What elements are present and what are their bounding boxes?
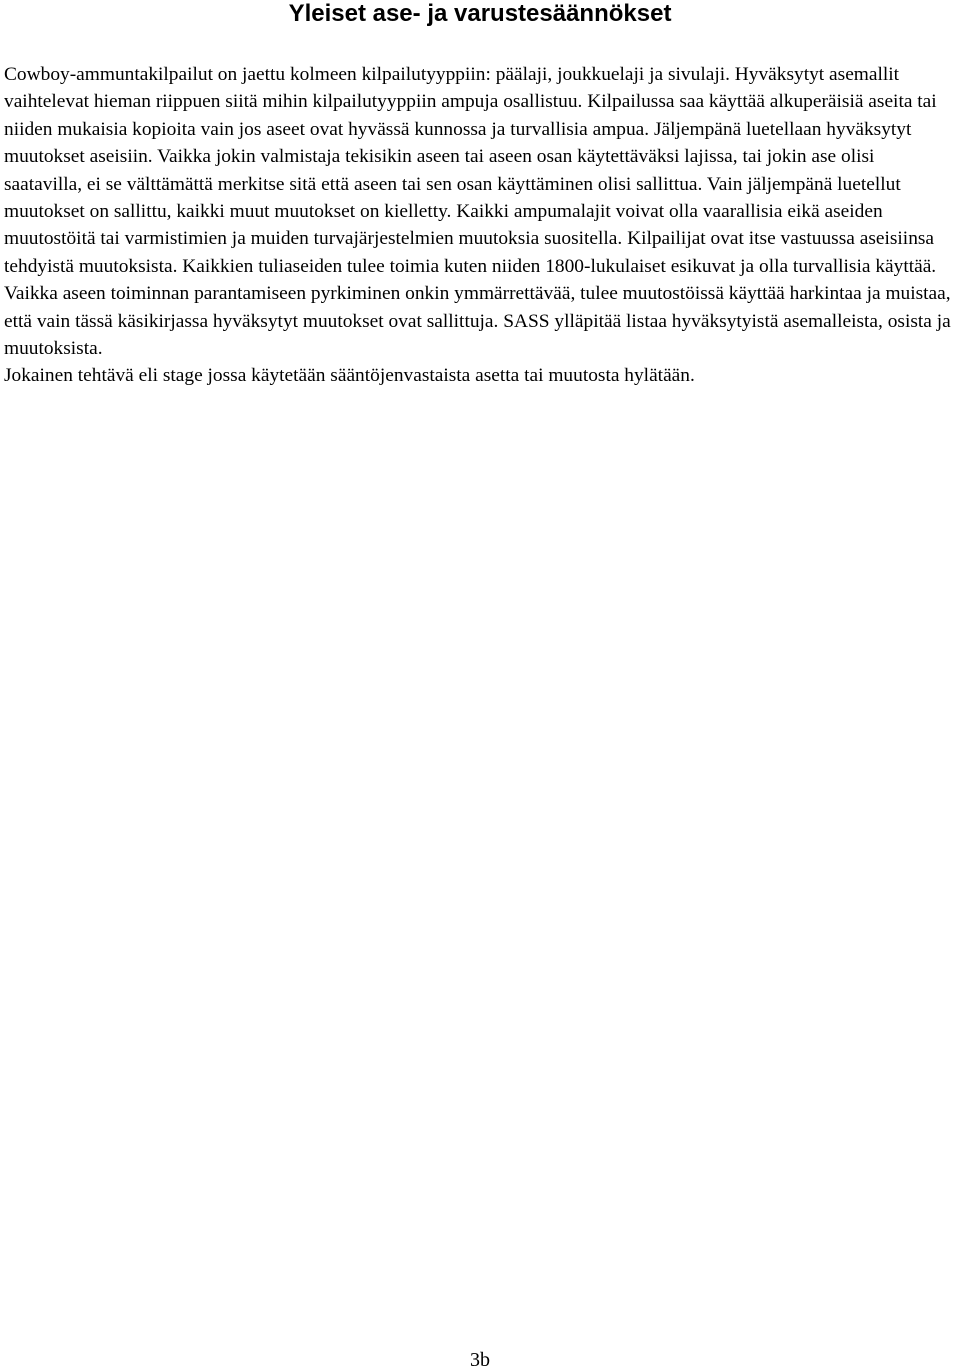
paragraph-disqualification: Jokainen tehtävä eli stage jossa käytetään sääntöjenvastaista asetta tai muutosta hylätään. <box>4 365 695 387</box>
paragraph-modifications: Vaikka aseen toiminnan parantamiseen pyrkiminen onkin ymmärrettävää, tulee muutostöissä käyttää harkintaa ja muistaa, että vain tässä käsikirjassa hyväksytyt muutokset ovat sallittuja. SASS ylläpitää listaa hyväksytyistä asemalleista, osista ja muutoksista. <box>4 283 951 360</box>
paragraph-competition-rules: Cowboy-ammuntakilpailut on jaettu kolmeen kilpailutyyppiin: päälaji, joukkuelaji ja sivulaji. Hyväksytyt asemallit vaihtelevat hieman riippuen siitä mihin kilpailutyyppiin ampuja osallistuu. Kilpailussa saa käyttää alkuperäisiä aseita tai niiden mukaisia kopioita vain jos aseet ovat hyvässä kunnossa ja turvallisia ampua. Jäljempänä luetellaan hyväksytyt muutokset aseisiin. Vaikka jokin valmistaja tekisikin aseen tai aseen osan käytettäväksi lajissa, tai jokin ase olisi saatavilla, ei se välttämättä merkitse sitä että aseen tai sen osan käyttäminen olisi sallittua. Vain jäljempänä luetellut muutokset on sallittu, kaikki muut muutokset on kielletty. Kaikki ampumalajit voivat olla vaarallisia eikä aseiden muutostöitä tai varmistimien ja muiden turvajärjestelmien muutoksia suositella. Kilpailijat ovat itse vastuussa aseisiinsa tehdyistä muutoksista. Kaikkien tuliaseiden tulee toimia kuten niiden 1800-lukulaiset esikuvat ja olla turvallisia käyttää. <box>4 64 937 277</box>
page-number: 3b <box>470 1349 490 1371</box>
page-title: Yleiset ase- ja varustesäännökset <box>288 0 672 27</box>
document-body <box>4 61 956 390</box>
